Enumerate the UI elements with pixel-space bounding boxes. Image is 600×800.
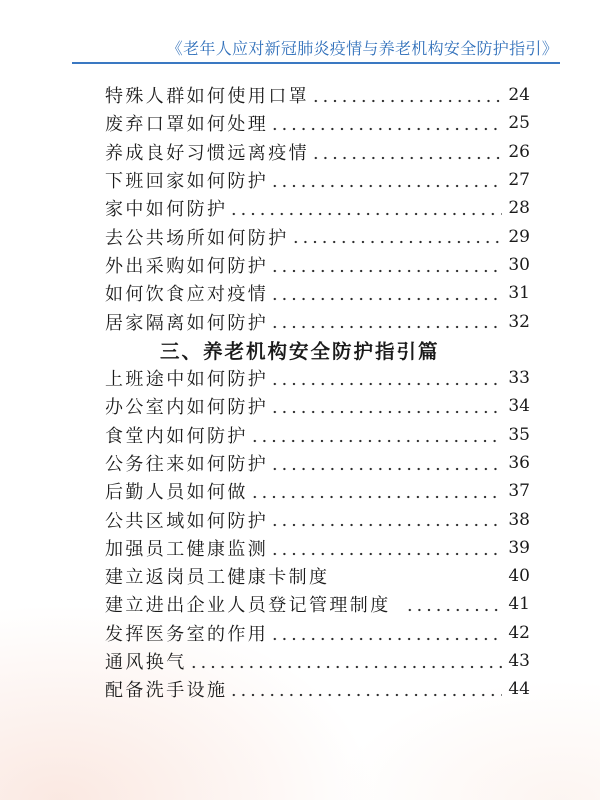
toc-entry-title: 建立进出企业人员登记管理制度 xyxy=(105,595,391,617)
dot-leader xyxy=(270,166,502,194)
dot-leader xyxy=(250,421,502,449)
toc-entry-title: 去公共场所如何防护 xyxy=(105,227,289,249)
toc-entry-title: 食堂内如何防护 xyxy=(105,425,248,447)
toc-entry-page: 35 xyxy=(508,424,530,445)
toc-entry-title: 通风换气 xyxy=(105,652,187,674)
toc-entry xyxy=(105,534,530,562)
toc-entry xyxy=(105,81,530,109)
dot-leader xyxy=(311,138,502,166)
dot-leader xyxy=(405,590,502,618)
toc-entry xyxy=(105,392,530,420)
toc-entry xyxy=(105,421,530,449)
toc-entry-page: 36 xyxy=(508,453,530,473)
toc-entry-title: 加强员工健康监测 xyxy=(105,538,269,560)
toc-entry xyxy=(105,675,530,703)
dot-leader xyxy=(291,222,502,250)
toc-entry xyxy=(105,647,530,675)
dot-leader xyxy=(189,647,502,675)
toc-entry-page: 29 xyxy=(508,226,530,247)
toc-entry-page: 41 xyxy=(508,594,530,615)
toc-entry-page: 44 xyxy=(508,679,530,700)
toc-entry-page: 33 xyxy=(508,368,530,389)
toc-entry-page: 42 xyxy=(508,622,530,643)
dot-leader xyxy=(270,364,502,392)
toc-entry-page: 25 xyxy=(508,113,530,134)
toc-entry-title: 家中如何防护 xyxy=(105,199,228,221)
dot-leader xyxy=(229,675,502,703)
dot-leader xyxy=(270,109,502,137)
dot-leader xyxy=(270,534,502,562)
section-heading: 三、养老机构安全防护指引篇 xyxy=(160,339,440,363)
toc-entry xyxy=(105,138,530,166)
dot-leader xyxy=(311,81,502,109)
toc-entry-page: 31 xyxy=(508,283,530,304)
toc-entry xyxy=(105,251,530,279)
toc-entry xyxy=(105,364,530,392)
toc-entry xyxy=(105,109,530,137)
toc-entry-title: 后勤人员如何做 xyxy=(105,482,248,504)
toc-entry-title: 特殊人群如何使用口罩 xyxy=(105,86,309,108)
dot-leader xyxy=(270,619,502,647)
toc-entry xyxy=(105,562,530,590)
dot-leader xyxy=(270,279,502,307)
toc-entry-page: 43 xyxy=(508,651,530,672)
toc-entry xyxy=(105,449,530,477)
leader-gap xyxy=(331,562,502,590)
toc-entry-page: 30 xyxy=(508,254,530,275)
toc-entry-page: 39 xyxy=(508,537,530,558)
toc-entry-title: 外出采购如何防护 xyxy=(105,255,269,277)
dot-leader xyxy=(270,449,502,477)
toc-entry-title: 上班途中如何防护 xyxy=(105,369,269,391)
toc-entry-title: 配备洗手设施 xyxy=(105,680,228,702)
toc-entry xyxy=(105,279,530,307)
dot-leader xyxy=(270,505,502,533)
toc-entry-page: 24 xyxy=(508,85,530,106)
dot-leader xyxy=(270,392,502,420)
toc-entry-title: 办公室内如何防护 xyxy=(105,397,269,419)
toc-entry-page: 34 xyxy=(508,396,530,417)
toc-entry-title: 居家隔离如何防护 xyxy=(105,312,269,334)
toc-entry-page: 26 xyxy=(508,141,530,162)
dot-leader xyxy=(250,477,502,505)
toc-entry-page: 27 xyxy=(508,170,530,191)
header-rule xyxy=(72,62,560,64)
toc-entry-title: 废弃口罩如何处理 xyxy=(105,114,269,136)
toc-entry-page: 32 xyxy=(508,311,530,332)
section-heading-row xyxy=(105,336,530,364)
toc-entry-page: 38 xyxy=(508,509,530,530)
toc-entry xyxy=(105,222,530,250)
toc-entry xyxy=(105,307,530,335)
toc-entry-page: 28 xyxy=(508,198,530,219)
toc-entry-title: 如何饮食应对疫情 xyxy=(105,284,269,306)
toc-entry-title: 下班回家如何防护 xyxy=(105,171,269,193)
dot-leader xyxy=(270,307,502,335)
running-header: 《老年人应对新冠肺炎疫情与养老机构安全防护指引》 xyxy=(166,39,558,58)
dot-leader xyxy=(270,251,502,279)
toc-entry-title: 公务往来如何防护 xyxy=(105,454,269,475)
toc-entry-page: 40 xyxy=(508,566,530,587)
toc-entry-title: 发挥医务室的作用 xyxy=(105,623,269,645)
table-of-contents xyxy=(105,81,530,704)
toc-entry xyxy=(105,619,530,647)
toc-entry xyxy=(105,477,530,505)
toc-entry xyxy=(105,194,530,222)
toc-entry-page: 37 xyxy=(508,481,530,502)
dot-leader xyxy=(229,194,502,222)
toc-entry xyxy=(105,166,530,194)
toc-entry xyxy=(105,590,530,618)
toc-entry-title: 养成良好习惯远离疫情 xyxy=(105,142,309,164)
toc-entry xyxy=(105,505,530,533)
toc-entry-title: 公共区域如何防护 xyxy=(105,510,269,532)
toc-entry-title: 建立返岗员工健康卡制度 xyxy=(105,567,330,589)
